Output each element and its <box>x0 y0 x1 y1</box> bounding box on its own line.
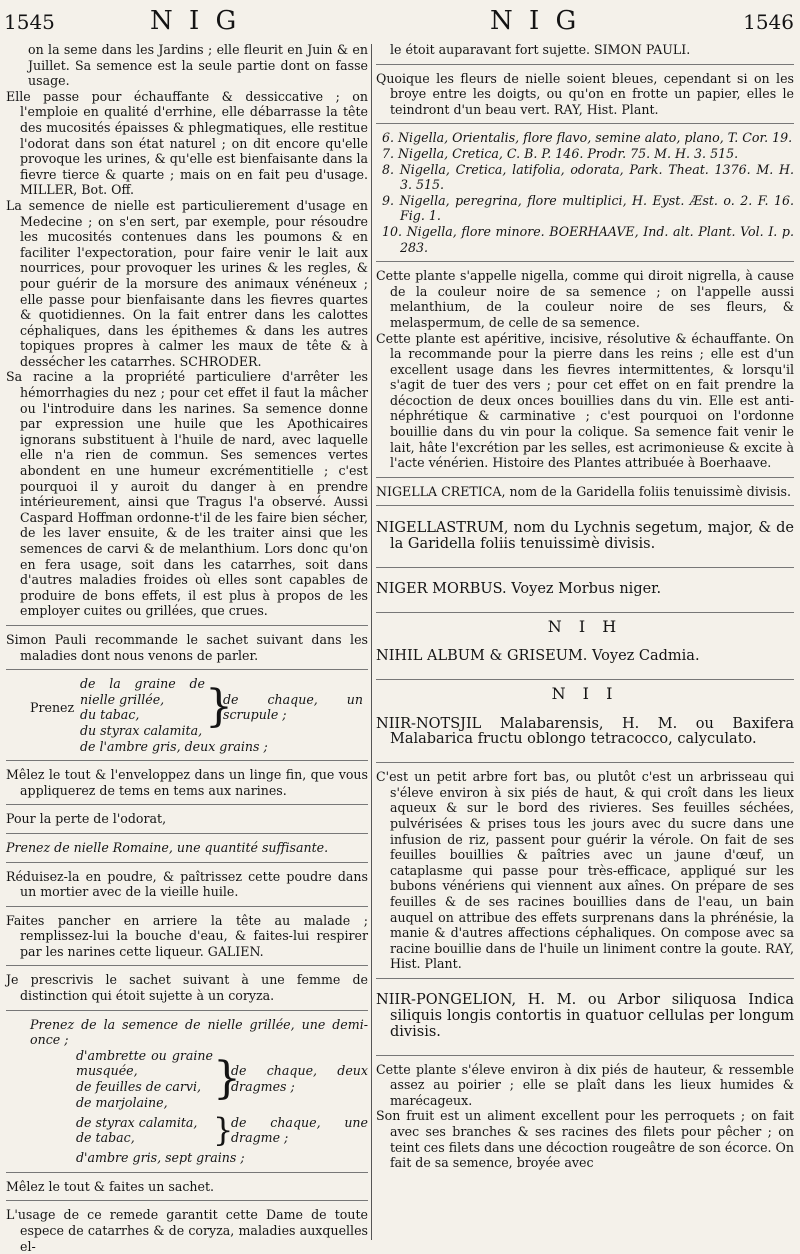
page-header <box>0 6 800 42</box>
recipe-item: de feuilles de carvi, <box>76 1079 201 1095</box>
paragraph: Quoique les fleurs de nielle soient bleues, cependant si on les broye entre les doigts, ou qu'on en frotte un papier, elles le teindront d'un beau vert. RAY, Hist. Plant. <box>376 70 794 117</box>
entry: NIGELLA CRETICA, nom de la Garidella foliis tenuissimè divisis. <box>376 483 791 499</box>
rule <box>6 1200 368 1201</box>
brace: } <box>205 681 233 733</box>
recipe-quantity: de chaque, deux dragmes ; <box>231 1063 368 1095</box>
right-column <box>376 42 794 1171</box>
recipe-item: de marjolaine, <box>76 1094 168 1110</box>
rule <box>376 261 794 262</box>
recipe-quantity: de chaque, une dragme ; <box>231 1114 368 1146</box>
rule <box>6 804 368 805</box>
running-head-right: N I G <box>490 6 581 36</box>
recipe-item: de l'ambre gris, deux grains ; <box>80 738 268 754</box>
rule <box>6 906 368 907</box>
paragraph: Mêlez le tout & l'enveloppez dans un linge fin, que vous appliquerez de tems en tems aux narines. <box>6 767 368 798</box>
paragraph: L'usage de ce remede garantit cette Dame de toute espece de catarrhes & de coryza, maladies auxquelles el- <box>6 1207 368 1254</box>
rule <box>376 477 794 478</box>
rule <box>376 679 794 680</box>
rule <box>6 625 368 626</box>
brace: } <box>213 1053 241 1105</box>
recipe-1 <box>6 676 368 754</box>
rule <box>376 505 794 506</box>
recipe-item: d'ambrette ou graine musquée, <box>76 1047 213 1079</box>
running-head-left: N I G <box>150 6 241 36</box>
list-item: 7. Nigella, Cretica, C. B. P. 146. Prodr. 75. M. H. 3. 515. <box>382 145 739 161</box>
recipe-item: de tabac, <box>76 1130 135 1146</box>
paragraph: Cette plante s'éleve environ à dix piés de hauteur, & ressemble assez au poirier ; elle se plaît dans les lieux humides & marécageux. <box>376 1061 794 1108</box>
paragraph: le étoit auparavant fort sujette. SIMON PAULI. <box>390 42 691 57</box>
rule <box>6 1010 368 1011</box>
rule <box>6 862 368 863</box>
rule <box>376 1055 794 1056</box>
rule <box>6 669 368 670</box>
entry: NIGER MORBUS. Voyez Morbus niger. <box>376 581 662 598</box>
paragraph: Je prescrivis le sachet suivant à une femme de distinction qui étoit sujette à un coryza. <box>6 972 368 1004</box>
rule <box>6 760 368 761</box>
paragraph: Cette plante s'appelle nigella, comme qui diroit nigrella, à cause de la couleur noire de sa semence ; on l'appelle aussi melanthium, de la couleur noire de ses fleurs, & melaspermum, de celle de sa semence. <box>376 268 794 330</box>
recipe-item: d'ambre gris, sept grains ; <box>76 1150 245 1166</box>
left-column <box>6 42 368 1254</box>
list-item: 6. Nigella, Orientalis, flore flavo, semine alato, plano, T. Cor. 19. <box>382 130 793 146</box>
list-item: 9. Nigella, peregrina, flore multiplici, H. Eyst. Æst. o. 2. F. 16. Fig. 1. <box>382 192 794 224</box>
rule <box>376 612 794 613</box>
rule <box>6 1172 368 1173</box>
paragraph: Faites pancher en arriere la tête au malade ; remplissez-lui la bouche d'eau, & faites-lui respirer par les narines cette liqueur. GALIEN. <box>6 912 368 959</box>
rule <box>376 123 794 124</box>
rule <box>376 762 794 763</box>
page-number-right: 1546 <box>743 10 794 34</box>
entry: NIHIL ALBUM & GRISEUM. Voyez Cadmia. <box>376 648 700 665</box>
entry: NIIR-NOTSJIL Malabarensis, H. M. ou Baxifera Malabarica fructu oblongo tetracocco, calyculato. <box>376 715 794 748</box>
list-item: 8. Nigella, Cretica, latifolia, odorata, Park. Theat. 1376. M. H. 3. 515. <box>382 161 794 193</box>
entry: NIIR-PONGELION, H. M. ou Arbor siliquosa Indica siliquis longis contortis in quatuor cellulas per longum divisis. <box>376 992 794 1040</box>
page-number-left: 1545 <box>4 10 55 34</box>
recipe-2: Prenez de nielle Romaine, une quantité suffisante. <box>6 839 329 855</box>
paragraph: C'est un petit arbre fort bas, ou plutôt c'est un arbrisseau qui s'éleve environ à six piés de haut, & qui croît dans les lieux aqueux & sur le bord des rivieres. Ses feuilles séchées, pulvérisées & prises tous les jours avec du sucre dans une infusion de riz, passent pour guérir la vérole. On fait de ses feuilles bouillies & paîtries avec un jaune d'œuf, un cataplasme qui passe pour très-efficace, appliqué sur les bubons vénériens qui viennent aux aînes. On prépare de ses feuilles & de ses racines bouillies dans de l'eau, un bain auquel on attribue des effets surprenans dans la phrénésie, la manie & d'autres affections céphaliques. On compose avec sa racine bouillie dans de l'huile un liniment contre la goute. RAY, Hist. Plant. <box>376 769 794 972</box>
recipe-lead: Prenez <box>30 699 75 715</box>
recipe-item: du tabac, <box>80 707 140 723</box>
section-heading: N I H <box>547 617 623 637</box>
recipe-item: Prenez de la semence de nielle grillée, une demi-once ; <box>30 1016 368 1048</box>
paragraph: Cette plante est apéritive, incisive, résolutive & échauffante. On la recommande pour la pierre dans les reins ; elle est d'un excellent usage dans les fievres intermittentes, & lorsqu'il s'agit de tuer des vers ; pour cet effet on en fait prendre la décoction de deux onces bouillies dans du vin. Elle est anti-néphrétique & carminative ; c'est pourquoi on l'ordonne bouillie dans du vin pour la colique. Sa semence fait venir le lait, hâte l'excrétion par les selles, est acrimonieuse & excite à l'acte vénérien. Histoire des Plantes attribuée à Boerhaave. <box>376 330 794 471</box>
entry: NIGELLASTRUM, nom du Lychnis segetum, major, & de la Garidella foliis tenuissimè divisis. <box>376 519 794 552</box>
section-heading: N I I <box>551 684 619 704</box>
rule <box>376 567 794 568</box>
rule <box>376 978 794 979</box>
recipe-item: de la graine de nielle grillée, <box>80 676 205 707</box>
paragraph: Simon Pauli recommande le sachet suivant dans les maladies dont nous venons de parler. <box>6 631 368 663</box>
paragraph: Réduisez-la en poudre, & paîtrissez cette poudre dans un mortier avec de la vieille huile. <box>6 868 368 900</box>
rule <box>6 833 368 834</box>
paragraph: Son fruit est un aliment excellent pour les perroquets ; on fait avec ses branches & ses racines des filets pour pêcher ; on teint ces filets dans une décoction rougeâtre de son écorce. On fait de sa semence, broyée avec <box>376 1108 794 1171</box>
recipe-quantity: de chaque, un scrupule ; <box>223 691 363 723</box>
recipe-item: du styrax calamita, <box>80 722 203 738</box>
paragraph: La semence de nielle est particulierement d'usage en Medecine ; on s'en sert, par exemple, pour résoudre les mucosités contenues dans les poumons & en faciliter l'expectoration, pour faire venir le lait aux nourrices, pour provoquer les urines & les regles, & pour guérir de la morsure des animaux vénéneux ; elle passe pour bienfaisante dans les fievres quartes & quotidiennes. On la fait entrer dans les calottes céphaliques, dans les épithemes & dans les autres topiques propres à calmer les maux de tête & à dessécher les catarrhes. SCHRODER. <box>6 197 368 369</box>
paragraph: Elle passe pour échauffante & dessiccative ; on l'emploie en qualité d'errhine, elle débarrasse la tête des mucosités épaisses & phlegmatiques, elle restitue l'odorat dans son état naturel ; on dit encore qu'elle provoque les urines, & qu'elle est bienfaisante dans la fievre tierce & quarte ; mais on en fait peu d'usage. MILLER, Bot. Off. <box>6 88 368 198</box>
rule <box>6 965 368 966</box>
paragraph: Sa racine a la propriété particuliere d'arrêter les hémorrhagies du nez ; pour cet effet il faut la mâcher ou l'introduire dans les narines. Sa semence donne par expression une huile que les Apothicaires ignorans substituent à l'huile de nard, avec laquelle elle n'a rien de commun. Ses semences vertes abondent en une humeur excrémentitielle ; c'est pourquoi il y auroit du danger à en prendre intérieurement, ainsi que Tragus l'a observé. Aussi Caspard Hoffman ordonne-t'il de les faire bien sécher, de les laver ensuite, & de les traiter ainsi que les semences de carvi & de melanthium. Lors donc qu'on en fera usage, soit dans les catarrhes, soit dans d'autres maladies froides où elles sont capables de produire de bons effets, il est plus à propos de les employer cuites ou grillées, que crues. <box>6 369 368 619</box>
recipe-3 <box>6 1017 368 1166</box>
brace: } <box>213 1111 234 1150</box>
paragraph: Mêlez le tout & faites un sachet. <box>6 1178 215 1194</box>
list-item: 10. Nigella, flore minore. BOERHAAVE, Ind. alt. Plant. Vol. I. p. 283. <box>382 223 794 255</box>
column-divider <box>371 44 372 1240</box>
paragraph: on la seme dans les Jardins ; elle fleurit en Juin & en Juillet. Sa semence est la seule partie dont on fasse usage. <box>28 42 368 89</box>
paragraph: Pour la perte de l'odorat, <box>6 811 167 827</box>
rule <box>376 64 794 65</box>
species-list <box>376 130 794 255</box>
recipe-item: de styrax calamita, <box>76 1114 198 1130</box>
